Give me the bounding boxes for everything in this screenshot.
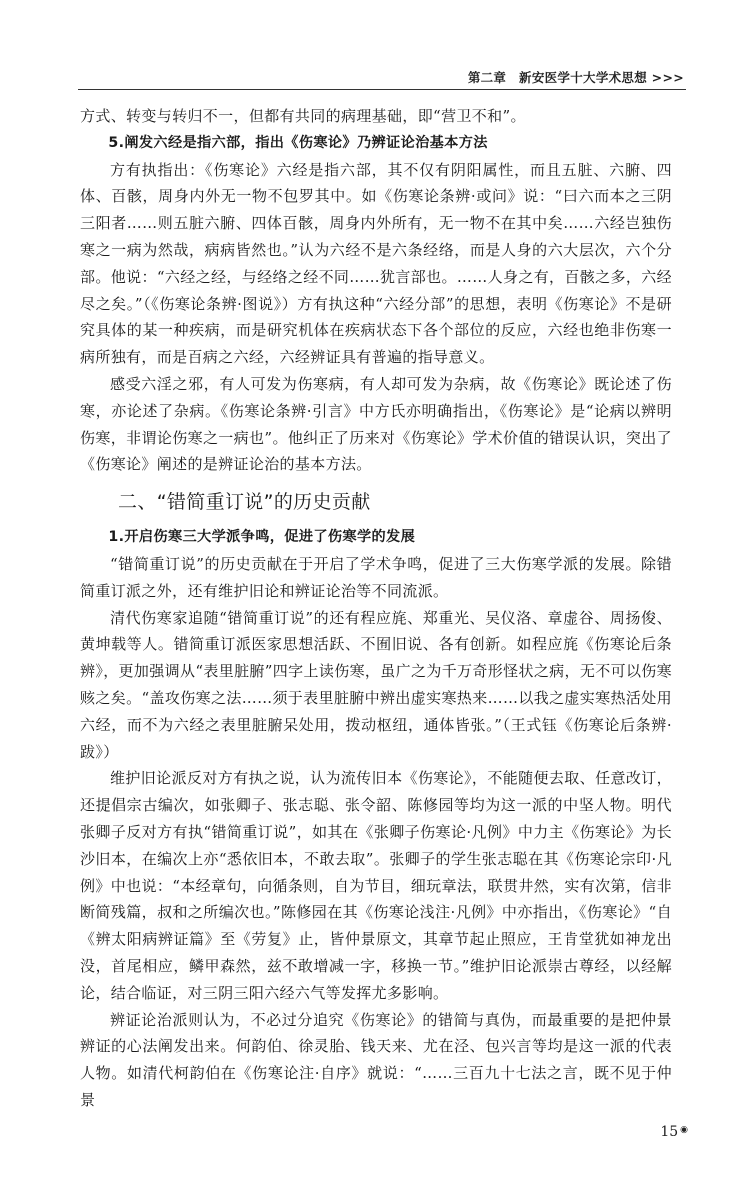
paragraph: 清代伤寒家追随“错简重订说”的还有程应旄、郑重光、吴仪洛、章虚谷、周扬俊、黄坤载等人。错简重订派医家思想活跃、不囿旧说、各有创新。如程应旄《伤寒论后条辨》，更加强调从“表里脏腑”四字上读伤寒，虽广之为千万奇形怪状之病，无不可以伤寒赅之矣。“盖攻伤寒之法……须于表里脏腑中辨出虚实寒热来……以我之虚实寒热活处用六经，而不为六经之表里脏腑呆处用，拨动枢纽，通体皆张。”（王式钰《伤寒论后条辨·跋》） [80, 608, 672, 761]
subheading-5: 5.阐发六经是指六部，指出《伤寒论》乃辨证论治基本方法 [108, 134, 488, 151]
paragraph: 方有执指出：《伤寒论》六经是指六部，其不仅有阴阳属性，而且五脏、六腑、四体、百骸，周身内外无一物不包罗其中。如《伤寒论条辨·或问》说：“曰六而本之三阴三阳者……则五脏六腑、四体百骸，周身内外所有，无一物不在其中矣……六经岂独伤寒之一病为然哉，病病皆然也。”认为六经不是六条经络，而是人身的六大层次，六个分部。他说：“六经之经，与经络之经不同……犹言部也。……人身之有，百骸之多，六经尽之矣。”（《伤寒论条辨·图说》）方有执这种“六经分部”的思想，表明《伤寒论》不是研究具体的某一种疾病，而是研究机体在疾病状态下各个部位的反应，六经也绝非伤寒一病所独有，而是百病之六经，六经辨证具有普遍的指导意义。 [80, 160, 672, 367]
paragraph-continued: 方式、转变与转归不一，但都有共同的病理基础，即“营卫不和”。 [80, 107, 526, 125]
paragraph: “错简重订说”的历史贡献在于开启了学术争鸣，促进了三大伤寒学派的发展。除错简重订派之外，还有维护旧论和辨证论治等不同流派。 [80, 554, 672, 600]
page-body [80, 103, 672, 1114]
running-title: 第二章 新安医学十大学术思想 >>> [467, 70, 684, 85]
section-heading-2: 二、“错简重订说”的历史贡献 [118, 491, 371, 514]
page-marker-icon: ◉ [680, 1125, 688, 1135]
page-number [660, 1124, 688, 1140]
paragraph: 维护旧论派反对方有执之说，认为流传旧本《伤寒论》，不能随便去取、任意改订，还提倡宗古编次，如张卿子、张志聪、张令韶、陈修园等均为这一派的中坚人物。明代张卿子反对方有执“错简重订说”，如其在《张卿子伤寒论·凡例》中力主《伤寒论》为长沙旧本，在编次上亦“悉依旧本，不敢去取”。张卿子的学生张志聪在其《伤寒论宗印·凡例》中也说：“本经章句，向循条则，自为节目，细玩章法，联贯井然，实有次第，信非断简残篇，叔和之所编次也。”陈修园在其《伤寒论浅注·凡例》中亦指出，《伤寒论》“自《辨太阳病辨证篇》至《劳复》止，皆仲景原文，其章节起止照应，王肯堂犹如神龙出没，首尾相应，鳞甲森然，兹不敢增减一字，移换一节。”维护旧论派崇古尊经，以经解论，结合临证，对三阴三阳六经六气等发挥尤多影响。 [80, 769, 672, 1002]
paragraph: 辨证论治派则认为，不必过分追究《伤寒论》的错简与真伪，而最重要的是把仲景辨证的心法阐发出来。何韵伯、徐灵胎、钱天来、尤在泾、包兴言等均是这一派的代表人物。如清代柯韵伯在《伤寒论注·自序》就说：“……三百九十七法之言，既不见于仲景 [80, 1010, 672, 1109]
paragraph: 感受六淫之邪，有人可发为伤寒病，有人却可发为杂病，故《伤寒论》既论述了伤寒，亦论述了杂病。《伤寒论条辨·引言》中方氏亦明确指出，《伤寒论》是“论病以辨明伤寒，非谓论伤寒之一病也”。他纠正了历来对《伤寒论》学术价值的错误认识，突出了《伤寒论》阐述的是辨证论治的基本方法。 [80, 374, 672, 474]
running-header [0, 66, 750, 90]
page-number-value: 15 [660, 1124, 679, 1140]
header-rule [78, 89, 686, 90]
subheading-1: 1.开启伤寒三大学派争鸣，促进了伤寒学的发展 [108, 529, 416, 546]
